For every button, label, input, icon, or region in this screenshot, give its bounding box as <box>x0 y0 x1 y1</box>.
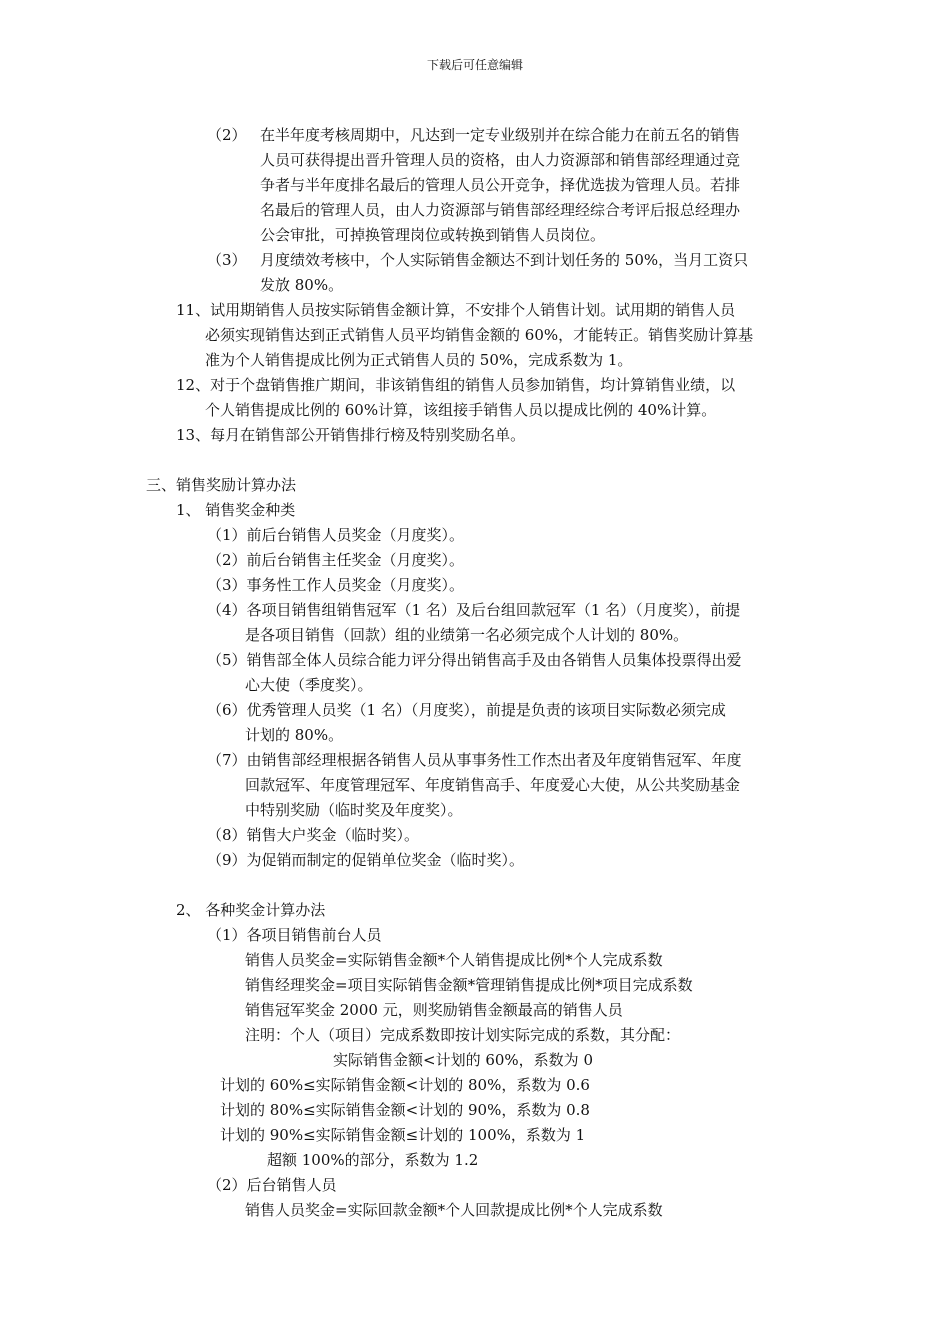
item-11: 11、试用期销售人员按实际销售金额计算，不安排个人销售计划。试用期的销售人员 <box>176 301 736 319</box>
list-item: （4）各项目销售组销售冠军（1 名）及后台组回款冠军（1 名）（月度奖），前提 <box>207 601 741 619</box>
list-item: （8）销售大户奖金（临时奖）。 <box>207 826 420 844</box>
list-item: （9）为促销而制定的促销单位奖金（临时奖）。 <box>207 851 525 869</box>
coefficient-line: 计划的 80%≤实际销售金额<计划的 90%，系数为 0.8 <box>220 1101 590 1119</box>
text-line: 准为个人销售提成比例为正式销售人员的 50%，完成系数为 1。 <box>205 351 633 369</box>
text-line: 回款冠军、年度管理冠军、年度销售高手、年度爱心大使，从公共奖励基金 <box>245 776 741 794</box>
coefficient-line: 超额 100%的部分，系数为 1.2 <box>267 1151 479 1169</box>
list-item: （1）前后台销售人员奖金（月度奖）。 <box>207 526 465 544</box>
subsection-heading: 1、 销售奖金种类 <box>176 501 296 519</box>
formula-line: 销售人员奖金=实际销售金额*个人销售提成比例*个人完成系数 <box>245 951 663 969</box>
item-13: 13、每月在销售部公开销售排行榜及特别奖励名单。 <box>176 426 526 444</box>
text-line: 计划的 80%。 <box>245 726 344 744</box>
coefficient-line: 计划的 90%≤实际销售金额≤计划的 100%，系数为 1 <box>220 1126 586 1144</box>
list-item: （2）后台销售人员 <box>207 1176 337 1194</box>
list-item: （6）优秀管理人员奖（1 名）（月度奖），前提是负责的该项目实际数必须完成 <box>207 701 726 719</box>
text-line: 中特别奖励（临时奖及年度奖）。 <box>245 801 463 819</box>
text-line: 个人销售提成比例的 60%计算，该组接手销售人员以提成比例的 40%计算。 <box>205 401 717 419</box>
note-line: 注明：个人（项目）完成系数即按计划实际完成的系数，其分配： <box>245 1026 681 1044</box>
formula-line: 销售人员奖金=实际回款金额*个人回款提成比例*个人完成系数 <box>245 1201 663 1219</box>
list-item: （7）由销售部经理根据各销售人员从事事务性工作杰出者及年度销售冠军、年度 <box>207 751 742 769</box>
formula-line: 销售经理奖金=项目实际销售金额*管理销售提成比例*项目完成系数 <box>245 976 693 994</box>
list-item: （2）前后台销售主任奖金（月度奖）。 <box>207 551 465 569</box>
coefficient-line: 实际销售金额<计划的 60%，系数为 0 <box>333 1051 593 1069</box>
page-header: 下载后可任意编辑 <box>426 58 523 72</box>
text-line: 心大使（季度奖）。 <box>245 676 373 694</box>
text-line: 名最后的管理人员，由人力资源部与销售部经理经综合考评后报总经理办 <box>260 201 741 219</box>
text-line: 销售冠军奖金 2000 元，则奖励销售金额最高的销售人员 <box>245 1001 623 1019</box>
list-item: （3）事务性工作人员奖金（月度奖）。 <box>207 576 465 594</box>
text-line: 发放 80%。 <box>260 276 344 294</box>
text-line: 月度绩效考核中，个人实际销售金额达不到计划任务的 50%，当月工资只 <box>260 251 749 269</box>
list-marker-3: （3） <box>207 251 247 269</box>
coefficient-line: 计划的 60%≤实际销售金额<计划的 80%，系数为 0.6 <box>220 1076 590 1094</box>
subsection-heading: 2、 各种奖金计算办法 <box>176 901 326 919</box>
item-12: 12、对于个盘销售推广期间，非该销售组的销售人员参加销售，均计算销售业绩，以 <box>176 376 736 394</box>
list-item: （1）各项目销售前台人员 <box>207 926 382 944</box>
text-line: 争者与半年度排名最后的管理人员公开竞争，择优选拔为管理人员。若排 <box>260 176 741 194</box>
text-line: 在半年度考核周期中，凡达到一定专业级别并在综合能力在前五名的销售 <box>260 126 741 144</box>
text-line: 人员可获得提出晋升管理人员的资格，由人力资源部和销售部经理通过竞 <box>260 151 741 169</box>
text-line: 公会审批，可掉换管理岗位或转换到销售人员岗位。 <box>260 226 606 244</box>
list-marker-2: （2） <box>207 126 247 144</box>
text-line: 必须实现销售达到正式销售人员平均销售金额的 60%，才能转正。销售奖励计算基 <box>205 326 754 344</box>
text-line: 是各项目销售（回款）组的业绩第一名必须完成个人计划的 80%。 <box>245 626 689 644</box>
list-item: （5）销售部全体人员综合能力评分得出销售高手及由各销售人员集体投票得出爱 <box>207 651 742 669</box>
section-heading: 三、销售奖励计算办法 <box>146 476 297 494</box>
